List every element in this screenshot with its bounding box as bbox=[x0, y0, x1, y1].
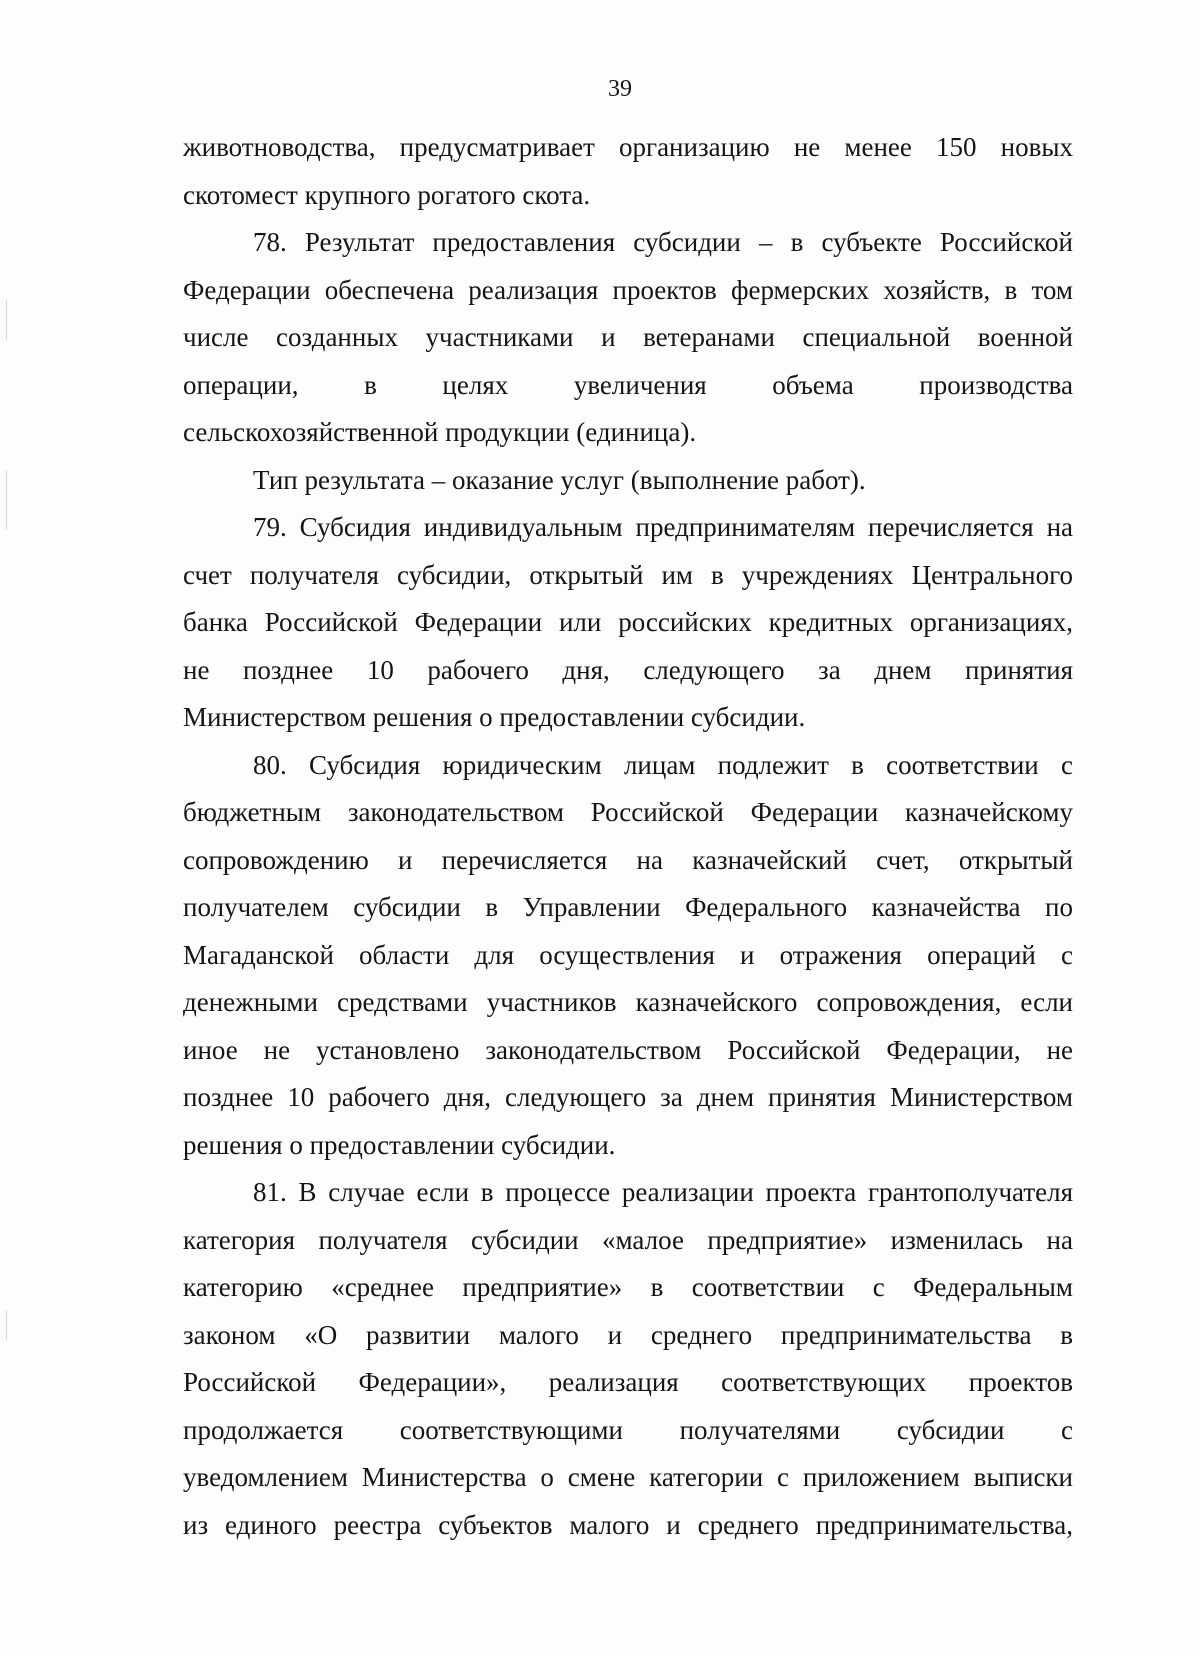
text-line: Тип результата – оказание услуг (выполнение работ). bbox=[253, 464, 866, 495]
text-line: законом «О развитии малого и среднего предпринимательства в bbox=[183, 1319, 1073, 1350]
page-number: 39 bbox=[608, 76, 632, 102]
text-line: Российской Федерации», реализация соответствующих проектов bbox=[183, 1367, 1073, 1397]
text-line: 78. Результат предоставления субсидии – в субъекте Российской bbox=[253, 227, 1073, 257]
text-line: сельскохозяйственной продукции (единица). bbox=[183, 417, 697, 447]
document-body bbox=[183, 124, 1073, 1549]
text-line: Федерации обеспечена реализация проектов фермерских хозяйств, в том bbox=[183, 274, 1073, 305]
text-line: продолжается соответствующими получателями субсидии с bbox=[183, 1414, 1073, 1445]
text-line: 79. Субсидия индивидуальным предпринимателям перечисляется на bbox=[253, 512, 1073, 542]
text-line: иное не установлено законодательством Российской Федерации, не bbox=[183, 1034, 1073, 1065]
text-line: решения о предоставлении субсидии. bbox=[183, 1129, 616, 1160]
text-line: сопровождению и перечисляется на казначейский счет, открытый bbox=[183, 844, 1073, 875]
text-line: категория получателя субсидии «малое предприятие» изменилась на bbox=[183, 1224, 1073, 1255]
text-line: Министерством решения о предоставлении субсидии. bbox=[183, 702, 806, 732]
text-line: уведомлением Министерства о смене категории с приложением выписки bbox=[183, 1462, 1073, 1492]
text-line: числе созданных участниками и ветеранами специальной военной bbox=[183, 322, 1073, 352]
scan-margin-mark bbox=[6, 300, 7, 340]
scan-margin-mark bbox=[6, 1310, 7, 1340]
text-line: денежными средствами участников казначейского сопровождения, если bbox=[183, 987, 1073, 1017]
text-line: бюджетным законодательством Российской Федерации казначейскому bbox=[183, 797, 1073, 827]
text-line: Магаданской области для осуществления и отражения операций с bbox=[183, 939, 1073, 970]
text-line: операции, в целях увеличения объема производства bbox=[183, 369, 1073, 400]
text-line: 80. Субсидия юридическим лицам подлежит в соответствии с bbox=[253, 749, 1073, 780]
text-line: банка Российской Федерации или российских кредитных организациях, bbox=[183, 607, 1073, 637]
text-line: животноводства, предусматривает организацию не менее 150 новых bbox=[183, 132, 1073, 162]
text-line: из единого реестра субъектов малого и среднего предпринимательства, bbox=[183, 1509, 1073, 1540]
text-line: не позднее 10 рабочего дня, следующего за днем принятия bbox=[183, 654, 1073, 685]
scan-margin-mark bbox=[6, 470, 7, 530]
text-line: получателем субсидии в Управлении Федерального казначейства по bbox=[183, 892, 1073, 922]
text-line: категорию «среднее предприятие» в соответствии с Федеральным bbox=[183, 1272, 1073, 1302]
text-line: позднее 10 рабочего дня, следующего за днем принятия Министерством bbox=[183, 1082, 1073, 1112]
text-line: скотомест крупного рогатого скота. bbox=[183, 179, 591, 210]
text-line: счет получателя субсидии, открытый им в учреждениях Центрального bbox=[183, 559, 1073, 590]
text-line: 81. В случае если в процессе реализации проекта грантополучателя bbox=[253, 1177, 1073, 1207]
